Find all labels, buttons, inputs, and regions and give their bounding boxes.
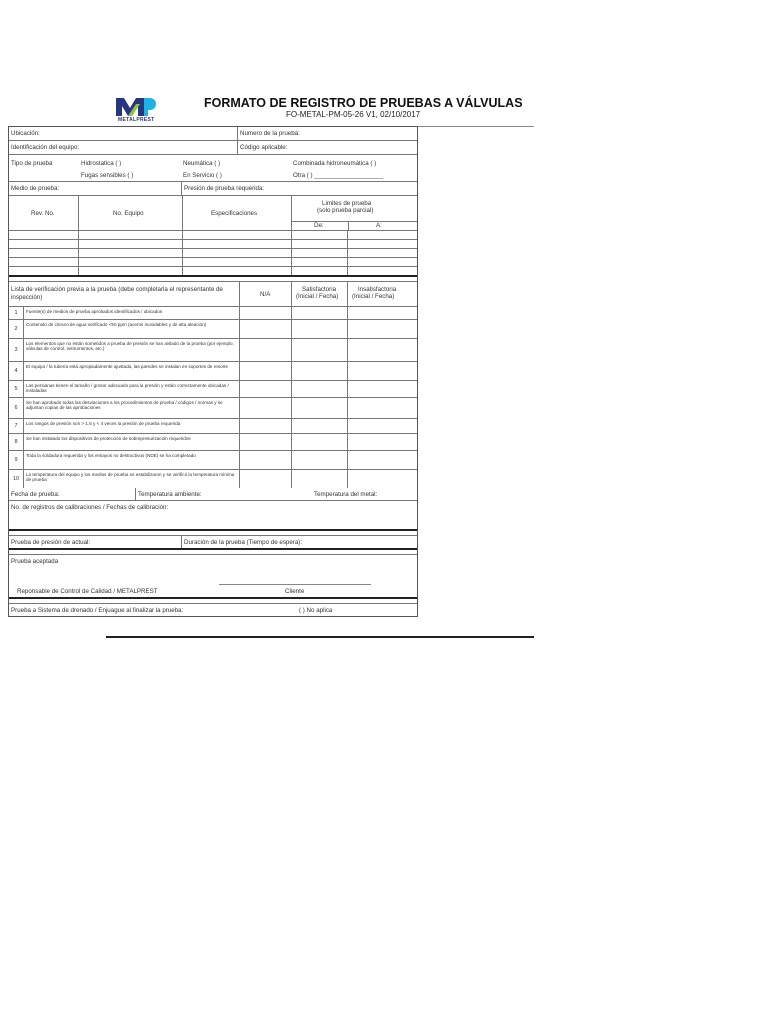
checklist-row: [9, 381, 417, 398]
eq-cell: [291, 267, 292, 275]
checklist-item-text: Se han instalado los dispositivos de protección de sobrepresurización requeridos: [26, 436, 191, 441]
checklist-item-number: 3: [14, 347, 18, 353]
checklist-title: Lista de verificación previa a la prueba (debe completarla el representante de inspección): [11, 286, 223, 301]
row-identificacion: [9, 141, 417, 155]
checklist-insatisf-cell[interactable]: [347, 470, 348, 488]
eq-cell: [78, 267, 79, 275]
checklist-text-cell: [23, 339, 240, 361]
label-tipo-prueba: Tipo de prueba: [11, 160, 53, 167]
col-equipo: No. Equipo: [113, 210, 144, 217]
option-en-servicio[interactable]: En Servicio ( ): [183, 172, 222, 179]
eq-cell: [347, 240, 348, 248]
eq-cell: [78, 231, 79, 239]
eq-cell: [347, 267, 348, 275]
document-title: FORMATO DE REGISTRO DE PRUEBAS A VÁLVULAS: [204, 96, 523, 110]
checklist-text-cell: [23, 398, 240, 418]
checklist-text-cell: [23, 381, 240, 397]
checklist-na-cell[interactable]: [239, 434, 240, 450]
col-a: A:: [376, 222, 382, 229]
checklist-na-cell[interactable]: [239, 470, 240, 488]
checklist-item-text: Los elementos que no están sometidos a prueba de presión se han aislado de la prueba (por ejemplo, válvulas de control, instrumentos, etc.): [26, 341, 234, 352]
col-insatisf-sub: (Inicial / Fecha): [352, 293, 395, 300]
checklist-na-cell[interactable]: [239, 381, 240, 397]
eq-cell: [78, 249, 79, 257]
logo-name: METALPREST: [118, 117, 155, 123]
test-record-form: [8, 126, 418, 617]
checklist-text-cell: [23, 320, 240, 338]
checklist-item-text: El equipo / la tubería está apropiadamente ajustada, las paredes se instalan en soportes de resorte: [26, 364, 228, 369]
checklist-insatisf-cell[interactable]: [347, 320, 348, 338]
checklist-text-cell: [23, 419, 240, 433]
checklist-item-number: 8: [14, 439, 18, 445]
checklist-satisf-cell[interactable]: [291, 451, 292, 469]
checklist-item-number: 10: [12, 476, 20, 482]
checklist-item-number: 5: [14, 386, 18, 392]
checklist-satisf-cell[interactable]: [291, 339, 292, 361]
eq-cell: [347, 249, 348, 257]
document-header: [108, 90, 534, 127]
bottom-rule: [106, 636, 534, 638]
label-ubicacion: Ubicación:: [11, 130, 40, 137]
label-numero-prueba: Numero de la prueba:: [240, 130, 300, 137]
checklist-insatisf-cell[interactable]: [347, 381, 348, 397]
cell-codigo[interactable]: [237, 141, 417, 154]
eq-cell: [182, 240, 183, 248]
option-neumatica[interactable]: Neumática ( ): [183, 160, 221, 167]
limites-split: [348, 221, 349, 230]
document-code: FO-METAL-PM-05-26 V1, 02/10/2017: [286, 110, 421, 119]
checklist-insatisf-cell[interactable]: [347, 362, 348, 380]
col-satisf-cell: [291, 282, 348, 306]
col-na-cell: [239, 282, 292, 306]
checklist-item-number: 1: [14, 310, 18, 316]
col-satisf: Satisfactoria: [302, 286, 337, 293]
checklist-satisf-cell[interactable]: [291, 362, 292, 380]
checklist-na-cell[interactable]: [239, 339, 240, 361]
option-hidrostatica[interactable]: Hidrostatica ( ): [81, 160, 122, 167]
checklist-insatisf-cell[interactable]: [347, 307, 348, 319]
equipment-table-header: [9, 196, 417, 231]
col-especificaciones: Especificaciones: [211, 210, 258, 217]
checklist-row: [9, 419, 417, 434]
col-insatisf: Insatisfactoria: [358, 286, 397, 293]
eq-cell: [182, 267, 183, 275]
cell-temp-ambiente[interactable]: [135, 488, 417, 500]
checklist-na-cell[interactable]: [239, 320, 240, 338]
checklist-item-text: Se han aprobado todas las desviaciones a los procedimientos de prueba / códigos / normas y se adjuntan copias de las aprobaciones: [26, 400, 223, 411]
checklist-text-cell: [23, 470, 240, 488]
checklist-item-number: 6: [14, 405, 18, 411]
cell-duracion[interactable]: [181, 536, 417, 548]
checklist-satisf-cell[interactable]: [291, 434, 292, 450]
row-presion-actual: [9, 536, 417, 550]
checklist-text-cell: [23, 451, 240, 469]
checklist-item-number: 2: [14, 326, 18, 332]
eq-cell: [291, 231, 292, 239]
checklist-na-cell[interactable]: [239, 419, 240, 433]
checklist-row: [9, 320, 417, 339]
limites-divider: [292, 221, 417, 222]
checklist-insatisf-cell[interactable]: [347, 451, 348, 469]
checklist-satisf-cell[interactable]: [291, 470, 292, 488]
checklist-header: [9, 282, 417, 307]
equipment-row[interactable]: [9, 231, 417, 240]
document-sheet: [108, 90, 534, 127]
col-equipo-cell: [78, 196, 183, 230]
eq-cell: [182, 231, 183, 239]
checklist-satisf-cell[interactable]: [291, 381, 292, 397]
label-medio: Medio de prueba:: [11, 185, 60, 192]
col-na: N/A: [260, 291, 271, 298]
label-identificacion: Identificación del equipo:: [11, 144, 80, 151]
option-fugas[interactable]: Fugas sensibles ( ): [81, 172, 134, 179]
checklist-satisf-cell[interactable]: [291, 398, 292, 418]
col-especificaciones-cell: [182, 196, 292, 230]
label-codigo: Código aplicable:: [240, 144, 288, 151]
checklist-row: [9, 470, 417, 488]
equipment-row[interactable]: [9, 258, 417, 267]
checklist-satisf-cell[interactable]: [291, 320, 292, 338]
label-fecha-prueba: Fecha de prueba:: [11, 491, 60, 498]
col-insatisf-cell: [347, 282, 417, 306]
row-medio: [9, 182, 417, 196]
col-satisf-sub: (Inicial / Fecha): [296, 293, 339, 300]
label-temp-ambiente: Temperatura ambiente:: [138, 491, 202, 498]
checklist-insatisf-cell[interactable]: [347, 339, 348, 361]
checklist-item-text: Las persianas tienen el tamaño / grosor adecuado para la presión y están correctamente ubicadas / instaladas: [26, 383, 229, 394]
checklist-item-number: 7: [14, 423, 18, 429]
label-presion-requerida: Presión de prueba requerida:: [184, 185, 265, 192]
eq-cell: [291, 249, 292, 257]
label-presion-actual: Prueba de presión de actual:: [11, 539, 91, 546]
col-limites-cell: [291, 196, 417, 230]
checklist-row: [9, 339, 417, 362]
checklist-items: [9, 307, 417, 488]
label-cliente: Cliente: [285, 588, 305, 595]
checklist-text-cell: [23, 434, 240, 450]
label-duracion: Duración de la prueba (Tiempo de espera):: [184, 539, 303, 546]
eq-cell: [291, 258, 292, 266]
checklist-text-cell: [23, 307, 240, 319]
checklist-satisf-cell[interactable]: [291, 307, 292, 319]
equipment-row[interactable]: [9, 267, 417, 277]
eq-cell: [182, 249, 183, 257]
col-rev: Rev. No.: [31, 210, 55, 217]
cell-presion-requerida[interactable]: [181, 182, 417, 195]
checklist-insatisf-cell[interactable]: [347, 434, 348, 450]
option-otra[interactable]: Otra ( ) ____________________: [293, 172, 384, 179]
option-combinada[interactable]: Combinada hidroneumática ( ): [293, 160, 377, 167]
checklist-item-number: 9: [14, 457, 18, 463]
eq-cell: [347, 231, 348, 239]
checklist-row: [9, 451, 417, 470]
checklist-item-text: Toda la soldadura requerida y los ensayos no destructivos (NDE) se ha completado: [26, 453, 196, 458]
checklist-insatisf-cell[interactable]: [347, 419, 348, 433]
checklist-na-cell[interactable]: [239, 451, 240, 469]
checklist-row: [9, 362, 417, 381]
option-no-aplica[interactable]: ( ) No aplica: [299, 607, 333, 614]
eq-cell: [78, 240, 79, 248]
row-fecha-prueba: [9, 488, 417, 501]
row-tipo-prueba: [9, 155, 417, 182]
eq-cell: [182, 258, 183, 266]
checklist-text-cell: [23, 362, 240, 380]
eq-cell: [78, 258, 79, 266]
checklist-insatisf-cell[interactable]: [347, 398, 348, 418]
row-drenado: [9, 604, 417, 616]
col-de: De:: [314, 222, 324, 229]
label-temp-metal: Temperatura del metal:: [314, 491, 378, 498]
checklist-na-cell[interactable]: [239, 362, 240, 380]
col-limites-sub: (solo prueba parcial): [317, 207, 374, 214]
row-calibraciones[interactable]: [9, 501, 417, 531]
checklist-item-text: Fuente(s) de medios de prueba aprobados identificados / ubicados: [26, 309, 163, 314]
col-limites: Limites de prueba: [322, 200, 372, 207]
eq-cell: [291, 240, 292, 248]
checklist-satisf-cell[interactable]: [291, 419, 292, 433]
checklist-item-text: Los rangos de presión son > 1.5 y < 4 veces la presión de prueba requerida: [26, 421, 181, 426]
checklist-row: [9, 307, 417, 320]
checklist-item-text: La temperatura del equipo y los medios de prueba se estabilizaron y se verificó la temperatura mínima de prueba: [26, 472, 235, 483]
label-drenado: Prueba a Sistema de drenado / Enjuague al finalizar la prueba:: [11, 607, 184, 614]
equipment-row[interactable]: [9, 240, 417, 249]
label-aceptada: Prueba aceptada: [11, 558, 59, 565]
checklist-na-cell[interactable]: [239, 307, 240, 319]
checklist-na-cell[interactable]: [239, 398, 240, 418]
checklist-row: [9, 398, 417, 419]
row-ubicacion: [9, 127, 417, 141]
checklist-item-number: 4: [14, 368, 18, 374]
checklist-item-text: Contenido de cloruro de agua verificado <50 ppm (aceros inoxidables y de alta aleación): [26, 322, 207, 327]
eq-cell: [347, 258, 348, 266]
checklist-row: [9, 434, 417, 451]
label-calibraciones: No. de registros de calibraciones / Fechas de calibración:: [11, 504, 169, 511]
row-aceptada: [9, 555, 417, 599]
cell-numero-prueba[interactable]: [237, 127, 417, 140]
signature-line-cliente[interactable]: [219, 584, 371, 585]
label-responsable: Reponsable de Control de Calidad / METALPREST: [17, 588, 158, 595]
equipment-row[interactable]: [9, 249, 417, 258]
